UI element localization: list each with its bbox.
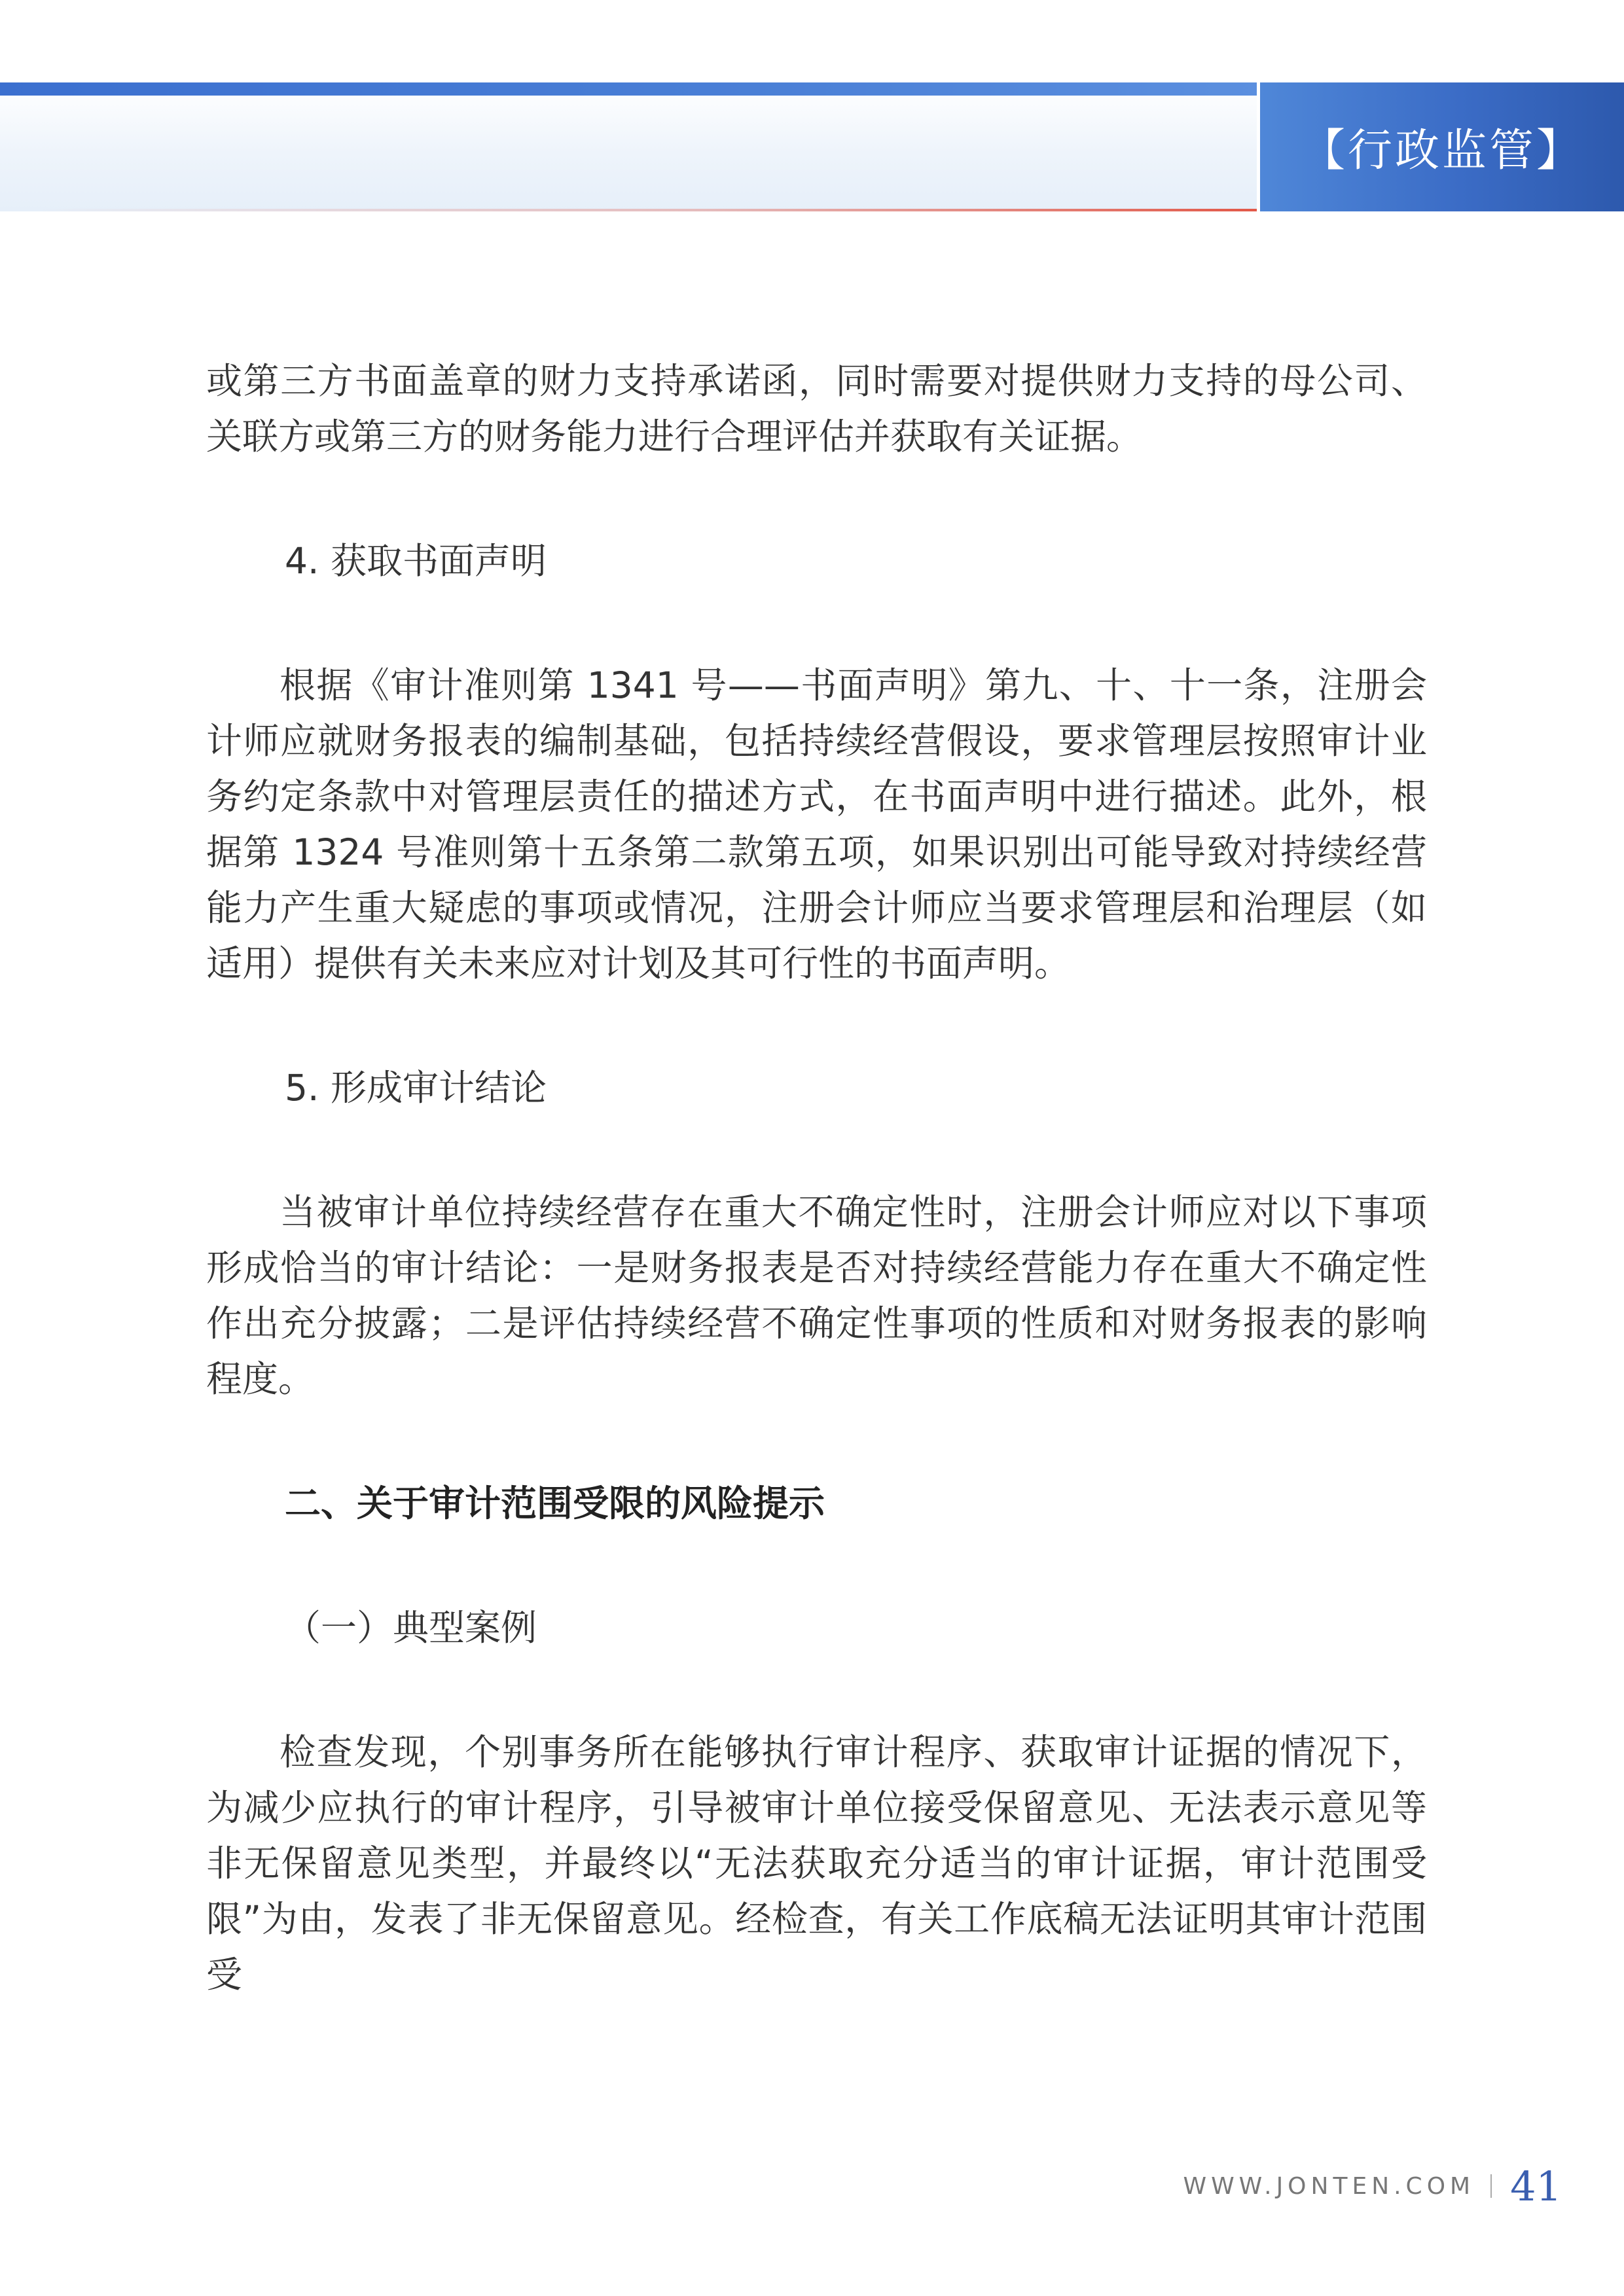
header-accent-line <box>0 82 1257 96</box>
page-number: 41 <box>1510 2162 1562 2210</box>
section-tab <box>1260 82 1624 211</box>
subheading: 5. 形成审计结论 <box>285 1067 547 1109</box>
paragraph: 根据《审计准则第 1341 号——书面声明》第九、十、十一条，注册会计师应就财务报表的编制基础，包括持续经营假设，要求管理层按照审计业务约定条款中对管理层责任的描述方式，在书面声明中进行描述。此外，根据第 1324 号准则第十五条第二款第五项，如果识别出可能导致对持续经营能力产生重大疑虑的事项或情况，注册会计师应当要求管理层和治理层（如适用）提供有关未来应对计划及其可行性的书面声明。 <box>206 664 1427 984</box>
subheading: 4. 获取书面声明 <box>285 540 547 582</box>
page-footer <box>1183 2160 1562 2212</box>
subheading: （一）典型案例 <box>285 1607 537 1649</box>
paragraph: 或第三方书面盖章的财力支持承诺函，同时需要对提供财力支持的母公司、关联方或第三方的财务能力进行合理评估并获取有关证据。 <box>206 360 1427 457</box>
footer-website: WWW.JONTEN.COM <box>1183 2172 1475 2200</box>
article-body <box>206 353 1427 2003</box>
header-divider-line <box>39 209 1257 211</box>
paragraph: 检查发现，个别事务所在能够执行审计程序、获取审计证据的情况下，为减少应执行的审计程序，引导被审计单位接受保留意见、无法表示意见等非无保留意见类型，并最终以“无法获取充分适当的审计证据，审计范围受限”为由，发表了非无保留意见。经检查，有关工作底稿无法证明其审计范围受 <box>206 1731 1427 1996</box>
section-heading: 二、关于审计范围受限的风险提示 <box>285 1482 825 1524</box>
header-band <box>0 82 1257 211</box>
footer-separator <box>1490 2174 1492 2198</box>
paragraph: 当被审计单位持续经营存在重大不确定性时，注册会计师应对以下事项形成恰当的审计结论：一是财务报表是否对持续经营能力存在重大不确定性作出充分披露；二是评估持续经营不确定性事项的性质和对财务报表的影响程度。 <box>206 1191 1427 1400</box>
section-tab-label: 【行政监管】 <box>1300 125 1583 177</box>
